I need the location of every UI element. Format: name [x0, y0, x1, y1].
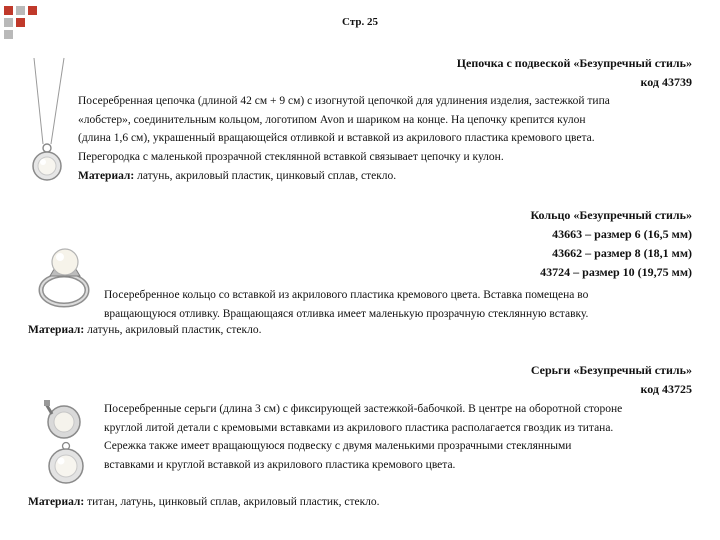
- page-number: Стр. 25: [342, 16, 378, 28]
- ring-desc-line: Посеребренное кольцо со вставкой из акрилового пластика кремового цвета. Вставка помещена во: [104, 289, 589, 301]
- ring-description: [104, 286, 588, 323]
- ring-size-3: 43724 – размер 10 (19,75 мм): [540, 265, 692, 279]
- earrings-desc-line: Посеребренные серьги (длина 3 см) с фиксирующей застежкой-бабочкой. В центре на оборотной стороне: [104, 403, 623, 415]
- necklace-image: [24, 56, 70, 194]
- earrings-code: код 43725: [640, 382, 692, 396]
- earrings-material-label: Материал:: [28, 496, 85, 508]
- necklace-material-value: латунь, акриловый пластик, цинковый сплав, стекло.: [134, 170, 397, 182]
- earrings-material: [28, 496, 380, 508]
- necklace-desc-line: (длина 1,6 см), украшенный вращающейся отливкой и вставкой из акрилового пластика кремового цвета.: [78, 132, 595, 144]
- earrings-material-value: титан, латунь, цинковый сплав, акриловый пластик, стекло.: [84, 496, 380, 508]
- necklace-desc-line: Перегородка с маленькой прозрачной стеклянной вставкой связывает цепочку и кулон.: [78, 150, 504, 163]
- necklace-desc-line: Посеребренная цепочка (длиной 42 см + 9 см) с изогнутой цепочкой для удлинения изделия, застежкой типа: [78, 95, 610, 107]
- necklace-description: [78, 92, 610, 166]
- necklace-material: [78, 170, 396, 182]
- necklace-title: Цепочка с подвеской «Безупречный стиль»: [456, 56, 692, 70]
- ring-material-label: Материал:: [28, 324, 85, 336]
- earrings-desc-line: Сережка также имеет вращающуюся подвеску с двумя маленькими прозрачными стеклянными: [104, 440, 572, 452]
- earrings-desc-line: вставками и круглой вставкой из акрилового пластика кремового цвета.: [104, 458, 456, 471]
- ring-material-value: латунь, акриловый пластик, стекло.: [84, 324, 262, 336]
- earrings-title: Серьги «Безупречный стиль»: [530, 363, 692, 377]
- ring-title: Кольцо «Безупречный стиль»: [530, 208, 692, 222]
- earrings-desc-line: круглой литой детали с кремовыми вставками из акрилового пластика располагается гвоздик из титана.: [104, 421, 614, 434]
- earrings-image: [30, 396, 100, 492]
- necklace-material-label: Материал:: [78, 170, 135, 182]
- ring-image: [34, 246, 96, 310]
- ring-material: [28, 324, 262, 336]
- necklace-code: код 43739: [640, 75, 692, 89]
- ring-desc-line: вращающуюся отливку. Вращающаяся отливка имеет маленькую прозрачную стеклянную вставку.: [104, 307, 589, 320]
- ring-size-1: 43663 – размер 6 (16,5 мм): [552, 227, 692, 241]
- earrings-description: [104, 400, 622, 474]
- ring-size-2: 43662 – размер 8 (18,1 мм): [552, 246, 692, 260]
- necklace-desc-line: «лобстер», соединительным кольцом, логотипом Avon и шариком на конце. На цепочку крепится кулон: [78, 113, 586, 126]
